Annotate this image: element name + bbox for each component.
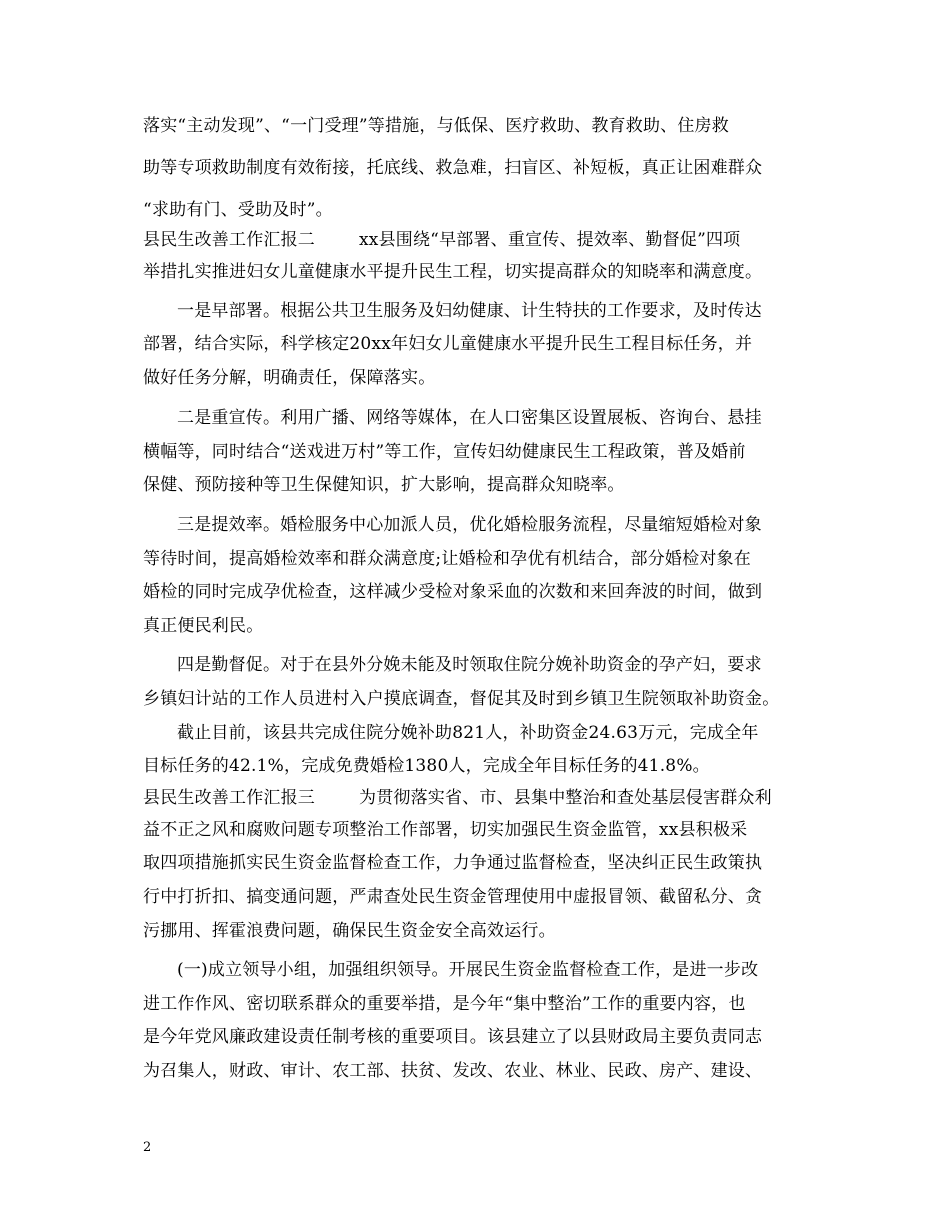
body-text-line: 行中打折扣、搞变通问题，严肃查处民生资金管理使用中虚报冒领、截留私分、贪 (143, 887, 763, 907)
section-title: 县民生改善工作汇报二 (143, 230, 315, 250)
body-text-line: 是今年党风廉政建设责任制考核的重要项目。该县建立了以县财政局主要负责同志 (143, 1027, 763, 1047)
body-text-line: 三是提效率。婚检服务中心加派人员，优化婚检服务流程，尽量缩短婚检对象 (177, 515, 762, 535)
body-text-line: 婚检的同时完成孕优检查，这样减少受检对象采血的次数和来回奔波的时间，做到 (143, 582, 763, 602)
body-text-line: 乡镇妇计站的工作人员进村入户摸底调查，督促其及时到乡镇卫生院领取补助资金。 (143, 689, 780, 709)
page-number: 2 (143, 1140, 152, 1155)
body-text: 为贯彻落实省、市、县集中整治和查处基层侵害群众利 (359, 788, 772, 808)
body-text-line: 四是勤督促。对于在县外分娩未能及时领取住院分娩补助资金的孕产妇，要求 (177, 655, 762, 675)
section-heading-line (143, 780, 813, 816)
body-text-line: 截止目前，该县共完成住院分娩补助821人，补助资金24.63万元，完成全年 (177, 723, 759, 743)
body-text-line: 真正便民利民。 (143, 616, 264, 636)
body-text-line: 横幅等，同时结合“送戏进万村”等工作，宣传妇幼健康民生工程政策，普及婚前 (143, 442, 746, 462)
body-text-line: 等待时间，提高婚检效率和群众满意度;让婚检和孕优有机结合，部分婚检对象在 (143, 549, 751, 569)
body-text-line: (一)成立领导小组，加强组织领导。开展民生资金监督检查工作，是进一步改 (177, 960, 759, 980)
body-text-line: 进工作作风、密切联系群众的重要举措，是今年“集中整治”工作的重要内容，也 (143, 994, 746, 1014)
body-text-line: 部署，结合实际，科学核定20xx年妇女儿童健康水平提升民生工程目标任务，并 (143, 334, 753, 354)
body-text-line: 益不正之风和腐败问题专项整治工作部署，切实加强民生资金监管，xx县积极采 (143, 820, 748, 840)
body-text-line: “求助有门、受助及时”。 (143, 200, 333, 220)
body-text-line: 做好任务分解，明确责任，保障落实。 (143, 368, 436, 388)
body-text-line: 保健、预防接种等卫生保健知识，扩大影响，提高群众知晓率。 (143, 475, 625, 495)
body-text-line: 污挪用、挥霍浪费问题，确保民生资金安全高效运行。 (143, 921, 556, 941)
section-title: 县民生改善工作汇报三 (143, 788, 315, 808)
body-text-line: 目标任务的42.1%，完成免费婚检1380人，完成全年目标任务的41.8%。 (143, 756, 710, 776)
body-text-line: 为召集人，财政、审计、农工部、扶贫、发改、农业、林业、民政、房产、建设、 (143, 1061, 763, 1081)
body-text: xx县围绕“早部署、重宣传、提效率、勤督促”四项 (359, 230, 741, 250)
body-text-line: 一是早部署。根据公共卫生服务及妇幼健康、计生特扶的工作要求，及时传达 (177, 301, 762, 321)
body-text-line: 二是重宣传。利用广播、网络等媒体，在人口密集区设置展板、咨询台、悬挂 (177, 408, 762, 428)
body-text-line: 落实“主动发现”、“一门受理”等措施，与低保、医疗救助、教育救助、住房救 (143, 116, 729, 136)
body-text-line: 助等专项救助制度有效衔接，托底线、救急难，扫盲区、补短板，真正让困难群众 (143, 158, 763, 178)
section-heading-line (143, 222, 813, 258)
body-text-line: 取四项措施抓实民生资金监督检查工作，力争通过监督检查，坚决纠正民生政策执 (143, 853, 763, 873)
body-text-line: 举措扎实推进妇女儿童健康水平提升民生工程，切实提高群众的知晓率和满意度。 (143, 262, 763, 282)
